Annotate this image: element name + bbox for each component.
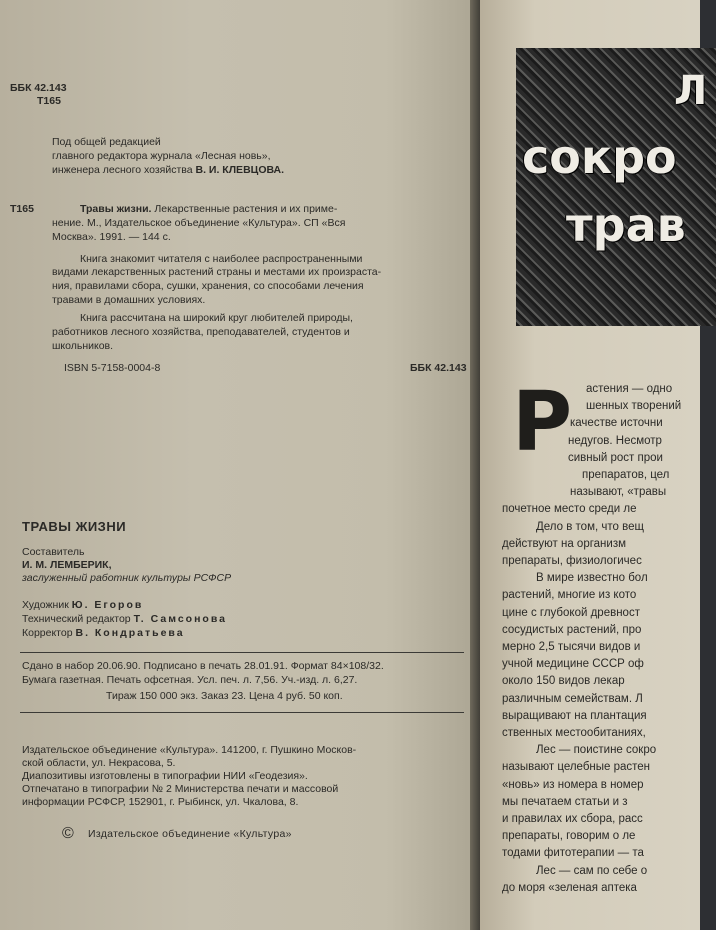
copyright-icon: © — [62, 825, 74, 842]
body-text-line: препараты, физиологичес — [502, 555, 642, 567]
body-text-line: называют целебные растен — [502, 761, 651, 774]
body-text-line: Лес — сам по себе о — [536, 864, 648, 877]
illustration-letter: Л — [674, 68, 708, 114]
title-illustration — [516, 48, 716, 326]
annotation-line-1: Книга знакомит читателя с наиболее распространенными — [80, 253, 363, 265]
print-line-2: Бумага газетная. Печать офсетная. Усл. печ. л. 7,56. Уч.-изд. л. 6,27. — [22, 674, 358, 686]
publisher-line-4: Отпечатано в типографии № 2 Министерства печати и массовой — [22, 783, 339, 795]
catalog-code: Т165 — [10, 203, 34, 215]
body-text-line: выращивают на плантация — [502, 709, 647, 722]
body-text-line: препаратов, цел — [582, 469, 670, 481]
catalog-line-3: Москва». 1991. — 144 с. — [52, 231, 171, 243]
isbn: ISBN 5-7158-0004-8 — [64, 362, 161, 374]
catalog-line-1-rest: Лекарственные растения и их приме- — [154, 203, 338, 215]
body-text-line: сосудистых растений, про — [502, 623, 642, 636]
artist-name: Ю. Егоров — [71, 599, 144, 611]
catalog-title: Травы жизни. — [80, 203, 152, 215]
publisher-line-1: Издательское объединение «Культура». 141200, г. Пушкино Москов- — [22, 744, 357, 756]
bbk-top: ББК 42.143 — [10, 82, 67, 94]
body-text-line: учной медицине СССР оф — [502, 658, 644, 671]
body-text-line: «новь» из номера в номер — [502, 778, 644, 791]
code-top: Т165 — [37, 95, 61, 107]
body-text-line: Лес — поистине сокро — [536, 744, 657, 757]
body-text-line: различным семействам. Л — [502, 692, 643, 705]
compiler-label: Составитель — [22, 546, 85, 558]
editor-name: В. И. КЛЕВЦОВА. — [195, 164, 285, 176]
body-text-line: мы печатаем статьи и з — [502, 795, 628, 808]
body-text-line: до моря «зеленая аптека — [502, 881, 637, 894]
print-line-3: Тираж 150 000 экз. Заказ 23. Цена 4 руб. 50 коп. — [106, 690, 343, 702]
publisher-line-2: ской области, ул. Некрасова, 5. — [22, 757, 176, 769]
compiler-title: заслуженный работник культуры РСФСР — [22, 572, 232, 584]
bbk-bottom: ББК 42.143 — [410, 362, 467, 374]
annotation-line-4: травами в домашних условиях. — [52, 294, 206, 306]
tech-editor-label: Технический редактор — [22, 613, 131, 625]
book-title: ТРАВЫ ЖИЗНИ — [22, 519, 127, 534]
body-text-line: Дело в том, что вещ — [536, 520, 644, 533]
publisher-line-3: Диапозитивы изготовлены в типографии НИИ «Геодезия». — [22, 770, 308, 782]
annotation-line-3: ния, правилами сбора, сушки, хранения, со способами лечения — [52, 280, 364, 292]
body-text-line: цине с глубокой древност — [502, 606, 640, 619]
right-page — [480, 0, 708, 930]
body-text-line: астения — одно — [586, 383, 673, 395]
illustration-word-1: сокро — [522, 130, 677, 184]
artist-label: Художник — [22, 599, 69, 611]
body-text-line: почетное место среди ле — [502, 503, 637, 516]
annotation-line-5: Книга рассчитана на широкий круг любителей природы, — [80, 312, 353, 324]
body-text-line: действуют на организм — [502, 537, 627, 550]
annotation-line-2: видами лекарственных растений страны и местами их произраста- — [52, 266, 382, 278]
body-text-line: препараты, говорим о ле — [502, 830, 636, 843]
corrector-name: В. Кондратьева — [75, 627, 185, 639]
corrector-line — [22, 627, 185, 640]
body-text-line: шенных творений — [586, 400, 682, 413]
body-text-line: называют, «травы — [570, 486, 667, 499]
divider-bottom — [20, 712, 464, 713]
body-text-line: недугов. Несмотр — [568, 434, 662, 447]
drop-cap: Р — [512, 375, 573, 470]
tech-editor-line — [22, 613, 227, 626]
editor-line-2: главного редактора журнала «Лесная новь», — [52, 150, 271, 162]
print-line-1: Сдано в набор 20.06.90. Подписано в печать 28.01.91. Формат 84×108/32. — [22, 660, 384, 672]
body-text-line: качестве источни — [570, 417, 663, 430]
catalog-line-1 — [80, 203, 337, 216]
body-text-line: тодами фитотерапии — та — [502, 847, 644, 860]
editor-line-3 — [52, 164, 284, 177]
body-text-line: около 150 видов лекар — [502, 675, 625, 688]
body-text-line: растений, многие из кото — [502, 589, 637, 602]
publisher-line-5: информации РСФСР, 152901, г. Рыбинск, ул. Чкалова, 8. — [22, 796, 299, 808]
editor-role: инженера лесного хозяйства — [52, 164, 193, 176]
compiler-name: И. М. ЛЕМБЕРИК, — [22, 559, 112, 571]
tech-editor-name: Т. Самсонова — [133, 613, 227, 625]
annotation-line-6: работников лесного хозяйства, преподавателей, студентов и — [52, 326, 350, 338]
catalog-line-2: нение. М., Издательское объединение «Культура». СП «Вся — [52, 217, 346, 229]
body-text-line: ственных местообитаниях, — [502, 727, 646, 739]
annotation-line-7: школьников. — [52, 340, 114, 352]
body-text-line: сивный рост прои — [568, 451, 663, 464]
editor-line-1: Под общей редакцией — [52, 136, 161, 148]
body-text-line: мерно 2,5 тысячи видов и — [502, 641, 641, 653]
body-text-line: и правилах их сбора, расс — [502, 813, 643, 825]
artist-line — [22, 599, 143, 612]
body-text-line: В мире известно бол — [536, 572, 648, 585]
corrector-label: Корректор — [22, 627, 73, 639]
illustration-word-2: трав — [566, 198, 686, 252]
copyright-text: Издательское объединение «Культура» — [88, 828, 292, 840]
divider-top — [20, 652, 464, 653]
